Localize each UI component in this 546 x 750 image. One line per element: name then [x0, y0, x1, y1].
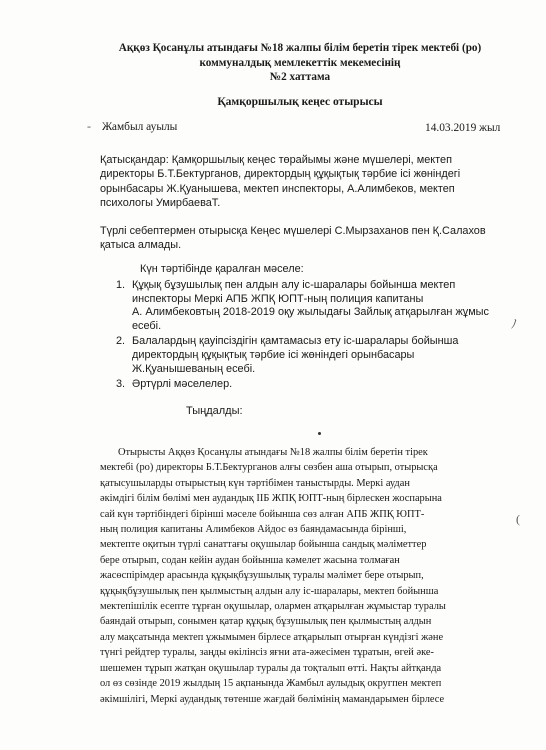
- document-title: [60, 41, 540, 85]
- margin-mark: -: [87, 119, 91, 133]
- agenda-item-line: директордың құқықтық тәрбие ісі жөніндегі орынбасары: [132, 348, 415, 361]
- body-line: құқықбұзушылық пен қылмыстың алдын алу іс-шаралары, мектеп бойынша: [100, 585, 439, 597]
- body-line: мектепішілік есепте тұрған оқушылар, олармен атқарылған жұмыстар туралы: [100, 601, 446, 613]
- body-line: алу мақсатында мектеп ұжымымен бірлесе атқарылып отырған күндізгі және: [100, 631, 444, 643]
- body-paragraph: [100, 445, 520, 707]
- absent-paragraph: [100, 224, 530, 253]
- participants-line: Қатысқандар: Қамқоршылық кеңес төрайымы және мүшелері, мектеп: [100, 154, 452, 166]
- agenda-item-1: [110, 279, 530, 333]
- body-line: ның полиция капитаны Алимбеков Айдос өз баяндамасында бірінші,: [100, 524, 407, 536]
- participants-paragraph: [100, 153, 530, 210]
- absent-line: Түрлі себептермен отырысқа Кеңес мүшелері С.Мырзаханов пен Қ.Салахов: [100, 225, 486, 237]
- margin-mark: (: [516, 512, 520, 526]
- participants-line: директоры Б.Т.Бектурганов, директордың құқықтық тәрбие ісі жөніндегі: [100, 168, 461, 181]
- agenda-item-line: Құқық бұзушылық пен алдын алу іс-шаралары бойынша мектеп: [132, 279, 456, 291]
- title-line-3: №2 хаттама: [269, 71, 331, 83]
- place-label: Жамбыл ауылы: [102, 121, 178, 133]
- title-line-2: коммуналдық мемлекеттік мекемесінің: [199, 56, 401, 69]
- absent-line: қатыса алмады.: [100, 239, 182, 252]
- agenda-heading: Күн тәртібінде қаралған мәселе:: [140, 263, 304, 275]
- agenda-item-number: 3.: [116, 378, 126, 391]
- margin-mark: ﾉ: [511, 317, 518, 331]
- agenda-item-3: [110, 378, 530, 392]
- body-line: шешемен тұрып жатқан оқушылар туралы да тоқталып өтті. Нақты айтқанда: [100, 662, 442, 674]
- body-line: түнгі рейдтер туралы, заңды өкілінсіз яғни ата-әжесімен тұратын, өгей әке-: [100, 647, 434, 659]
- agenda-item-line: Ж.Қуанышеваның есебі.: [132, 362, 256, 375]
- body-line: Отырысты Аққөз Қосанұлы атындағы №18 жалпы білім беретін тірек: [118, 447, 428, 458]
- title-line-1: Аққөз Қосанұлы атындағы №18 жалпы білім беретін тірек мектебі (ро): [118, 42, 482, 54]
- body-line: бере отырып, содан кейін аудан бойынша кәмелет жасына толмаған: [100, 554, 400, 566]
- body-line: жасөспірімдер арасында құқықбұзушылық туралы мәлімет бере отырып,: [100, 570, 424, 582]
- heard-label: Тыңдалды:: [186, 405, 243, 417]
- participants-line: орынбасары Ж.Қуанышева, мектеп инспекторы, А.Алимбеков, мектеп: [100, 182, 455, 195]
- body-line: мектепте оқитын түрлі санаттағы оқушылар бойынша сандық мәліметтер: [100, 539, 427, 551]
- body-line: баяндай отырып, сонымен қатар құқық бұзушылық пен қылмыстың алдын: [100, 616, 432, 628]
- agenda-item-line: А. Алимбековтың 2018-2019 оқу жылыдағы Зайлық атқарылған жұмыс: [132, 306, 489, 319]
- ink-dot: [318, 432, 321, 435]
- agenda-item-number: 2.: [116, 335, 126, 348]
- body-line: қатысушыларды отырыстың күн тәртібімен таныстырды. Меркі аудан: [100, 477, 410, 489]
- agenda-item-line: инспекторы Меркі АПБ ЖПҚ ЮПТ-ның полиция капитаны: [132, 292, 424, 305]
- body-line: сай күн тәртібіндегі бірінші мәселе бойынша сөз алған АПБ ЖПҚ ЮПТ-: [100, 508, 425, 520]
- body-line: әкімшілігі, Меркі аудандық төтенше жағдай бөлімінің мамандарымен бірлесе: [100, 693, 445, 705]
- meeting-heading: Қамқоршылық кеңес отырысы: [217, 96, 383, 108]
- agenda-item-line: Әртүрлі мәселелер.: [132, 378, 233, 391]
- agenda-list: [110, 279, 530, 394]
- date-label: 14.03.2019 жыл: [425, 122, 501, 134]
- agenda-item-line: есебі.: [132, 319, 162, 332]
- agenda-item-2: [110, 335, 530, 376]
- agenda-item-number: 1.: [116, 279, 126, 291]
- body-line: ол өз сөзінде 2019 жылдың 15 ақпанында Жамбыл аулыдық округпен мектеп: [100, 678, 442, 690]
- body-line: әкімдігі білім бөлімі мен аудандық ІІБ ЖПҚ ЮПТ-ның бірлескен жоспарына: [100, 493, 442, 505]
- body-line: мектебі (ро) директоры Б.Т.Бектурганов алғы сөзбен аша отырып, отырысқа: [100, 462, 438, 474]
- agenda-item-line: Балалардың қауіпсіздігін қамтамасыз ету іс-шаралары бойынша: [132, 335, 459, 348]
- participants-line: психологы УмирбаеваТ.: [100, 196, 221, 209]
